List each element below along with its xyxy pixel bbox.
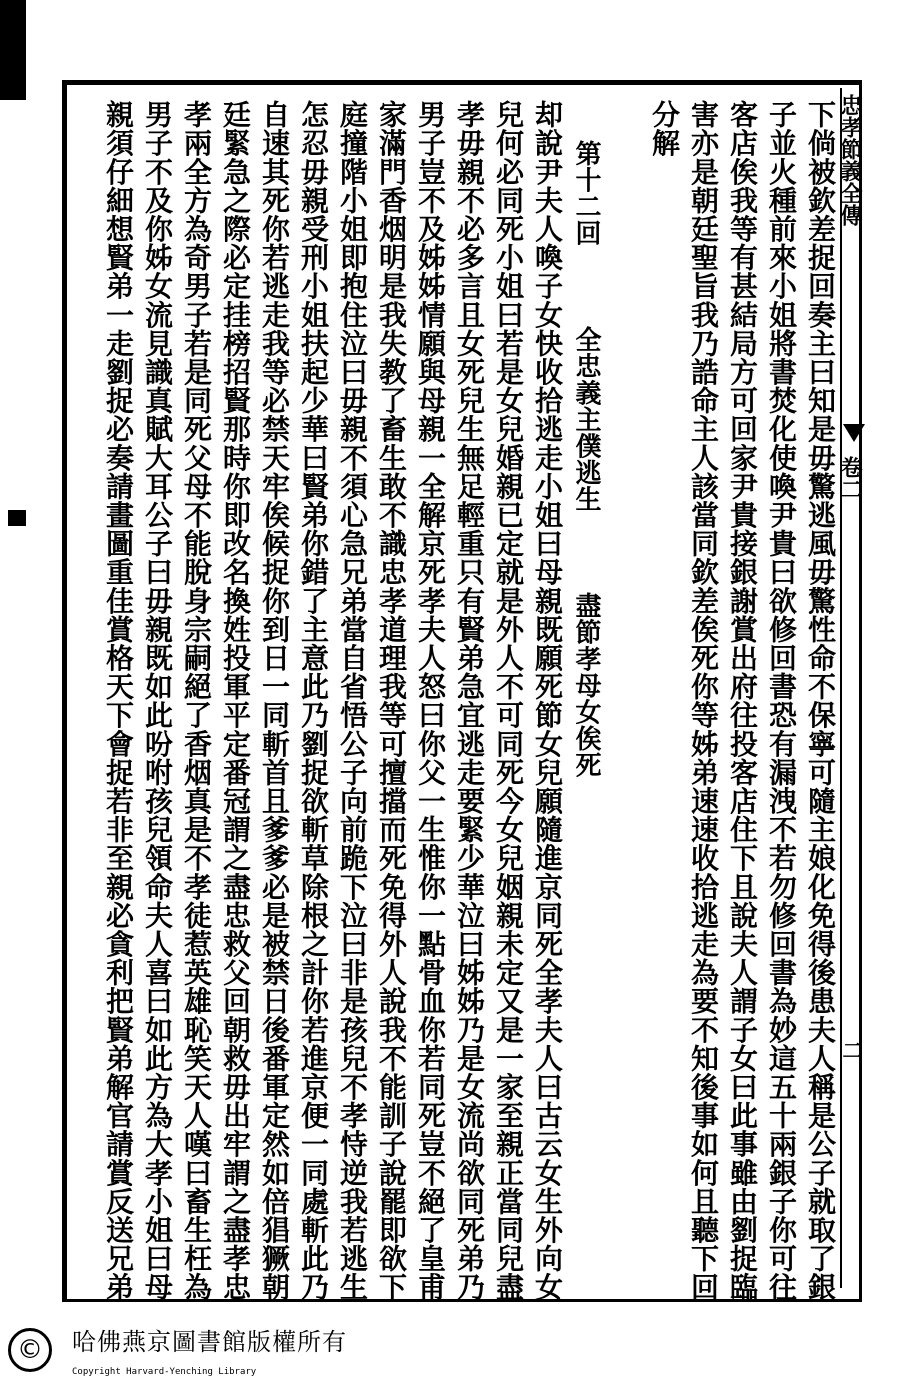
text-column: 親須仔細想賢弟一走劉捉必奏請畫圖重佳賞格天下會捉若非至親必貪利把賢弟解官請賞反送兄弟: [102, 100, 135, 1302]
chapter-heading: 第十二回 全忠義主僕逃生 盡節孝母女俟死: [571, 140, 601, 779]
margin-page-number: 二: [839, 1040, 863, 1060]
text-column: 兒何必同死小姐曰若是女兒婚親已定就是外人不可同死今女兒姻親未定又是一家至親正當同兒盡: [492, 100, 525, 1302]
text-column: 孝毋親不必多言且女死兒生無足輕重只有賢弟急宜逃走要緊少華泣曰姊姊乃是女流尚欲同死弟乃: [453, 100, 486, 1302]
text-column: 廷緊急之際必定挂榜招賢那時你即改名換姓投軍平定番冠謂之盡忠救父回朝救毋出牢謂之盡孝忠: [219, 100, 252, 1302]
text-column: 害亦是朝廷聖旨我乃誥命主人該當同欽差俟死你等姊弟速速收拾逃走為要不知後事如何且聽下回: [687, 100, 720, 1302]
text-column: 男子不及你姊女流見識真賦大耳公子曰毋親既如此吩咐孩兒領命夫人喜曰如此方為大孝小姐曰母: [141, 100, 174, 1302]
text-column: 孝兩全方為奇男子若是同死父母不能脫身宗嗣絕了香烟真是不孝徒惹英雄恥笑天人嘆曰畜生枉為: [180, 100, 213, 1302]
fishtail-mark-icon: [843, 424, 865, 442]
text-column: 分解: [648, 100, 681, 158]
margin-title: 忠孝節義全傳: [837, 94, 863, 226]
scan-edge-bar: [0, 0, 26, 100]
copyright-chinese: 哈佛燕京圖書館版權所有: [72, 1328, 347, 1356]
text-column: 客店俟我等有甚結局方可回家尹貴接銀謝賞出府往投客店住下且說夫人謂子女曰此事雖由劉捉臨: [726, 100, 759, 1302]
margin-strip: [837, 88, 864, 1288]
text-column: 家滿門香烟明是我失教了畜生敢不識忠孝道理我等可擅擋而死免得外人說我不能訓子說罷即欲下: [375, 100, 408, 1302]
text-column: 子並火種前來小姐將書焚化使喚尹貴曰欲修回書恐有漏洩不若勿修回書為妙這五十兩銀子你可往: [765, 100, 798, 1302]
text-column: 庭撞階小姐即抱住泣曰毋親不須心急兄弟當自省悟公子向前跪下泣曰非是孩兒不孝恃逆我若逃生: [336, 100, 369, 1302]
scan-edge-mark: [8, 510, 26, 526]
copyright-block: [0, 1318, 347, 1395]
text-column: 自速其死你若逃走我等必禁天牢俟候捉你到日一同斬首且爹爹必是被禁日後番軍定然如倍猖獗朝: [258, 100, 291, 1302]
copyright-icon: ©: [8, 1328, 52, 1372]
text-column: 下倘被欽差捉回奏主曰知是毋驚逃風毋驚性命不保寧可隨主娘化免得後患夫人稱是公子就取了銀: [804, 100, 837, 1302]
text-column: 怎忍毋親受刑小姐扶起少華曰賢弟你錯了主意此乃劉捉欲斬草除根之計你若進京便一同處斬此乃: [297, 100, 330, 1302]
text-column: 男子豈不及姊姊情願與母親一全解京死孝夫人怒曰你父一生惟你一點骨血你若同死豈不絕了皇甫: [414, 100, 447, 1302]
text-column: 却說尹夫人喚子女快收拾逃走小姐曰母親既願死節女兒願隨進京同死全孝夫人曰古云女生外向女: [531, 100, 564, 1302]
margin-juan: 卷二: [837, 456, 863, 500]
copyright-english: Copyright Harvard-Yenching Library: [72, 1367, 257, 1377]
